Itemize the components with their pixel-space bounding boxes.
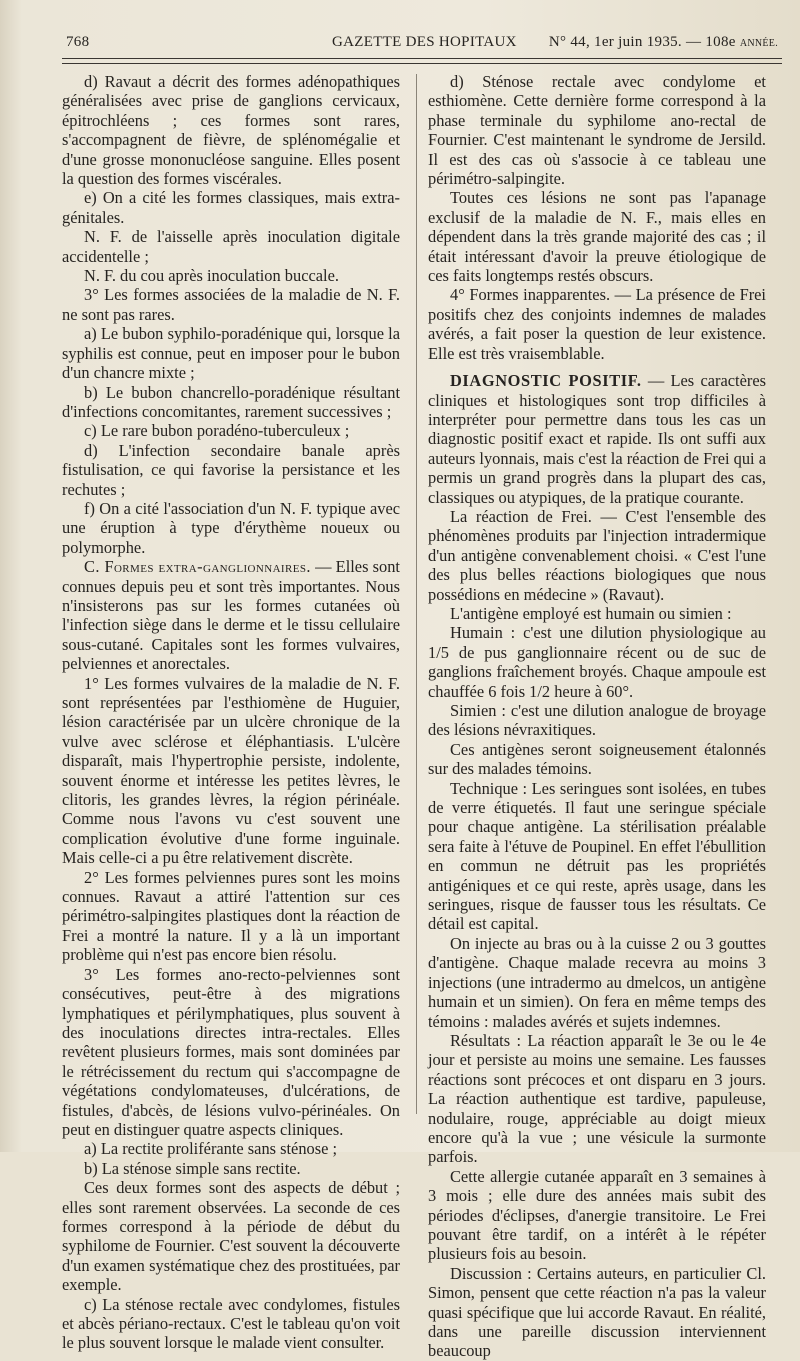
paragraph: Technique : Les seringues sont isolées, en tubes de verre étiquetés. Il faut une seringue spéciale pour chaque antigène. La stérilisation préalable sera faite à l'étuve de Poupinel. En effet l'ébullition en commun ne détruit pas les propriétés antigéniques et ce qui reste, après usage, dans les seringues, risque de fausser tous les résultats. Ce détail est capital. xyxy=(428,778,766,934)
section-heading-diagnostic: DIAGNOSTIC POSITIF. xyxy=(450,371,642,391)
paragraph: d) Ravaut a décrit des formes adénopathiques généralisées avec prise de ganglions cervicaux, épitrochléens ; ces formes sont rares, s'accompagnent de fièvre, de splénomégalie et d'une grosse mononucléose sanguine. Elles posent la question des formes viscérales. xyxy=(62,72,400,189)
paragraph: 3° Les formes ano-recto-pelviennes sont consécutives, peut-être à des migrations lymphatiques et périlymphatiques, plus souvent à des inoculations directes intra-rectales. Elles revêtent plusieurs formes, mais sont dominées par le rétrécissement du rectum qui s'accompagne de végétations condylomateuses, d'ulcérations, de fistules, d'abcès, de lésions vulvo-périnéales. On peut en distinguer quatre aspects cliniques. xyxy=(62,964,400,1139)
paragraph: f) On a cité l'association d'un N. F. typique avec une éruption à type d'érythème noueux ou polymorphe. xyxy=(62,498,400,557)
paragraph: Discussion : Certains auteurs, en particulier Cl. Simon, pensent que cette réaction n'a pas la valeur quasi spécifique que lui accorde Ravaut. En réalité, dans une pareille discussion interviennent beaucoup xyxy=(428,1263,766,1361)
paragraph: a) Le bubon syphilo-poradénique qui, lorsque la syphilis est connue, peut en imposer pour le bubon d'un chancre mixte ; xyxy=(62,324,400,383)
paragraph: a) La rectite proliférante sans sténose ; xyxy=(84,1139,338,1159)
section-c-paragraph xyxy=(62,557,400,673)
paragraph: Ces antigènes seront soigneusement étalonnés sur des malades témoins. xyxy=(428,739,766,779)
issue-number: N° 44, 1er juin 1935. — 108e xyxy=(548,34,736,50)
header-rule-thin xyxy=(62,63,782,64)
journal-title: GAZETTE DES HOPITAUX xyxy=(332,34,517,50)
paragraph: 1° Les formes vulvaires de la maladie de N. F. sont représentées par l'esthiomène de Huguier, lésion caractérisée par un ulcère chronique de la vulve avec sclérose et éléphantiasis. L'ulcère disparaît, mais l'hypertrophie persiste, indolente, souvent énorme et intéresse les petites lèvres, le clitoris, les grandes lèvres, la région périnéale. Comme nous l'avons vu c'est souvent une complication évolutive d'une forme inguinale. Mais celle-ci a pu être relativement discrète. xyxy=(62,673,400,868)
running-header xyxy=(60,30,778,56)
issue-info xyxy=(549,34,778,51)
paragraph: e) On a cité les formes classiques, mais extra-génitales. xyxy=(62,188,400,227)
paragraph: d) L'infection secondaire banale après fistulisation, ce qui favorise la persistance et les rechutes ; xyxy=(62,440,400,499)
paragraph: c) Le rare bubon poradéno-tuberculeux ; xyxy=(84,421,350,441)
paragraph: c) La sténose rectale avec condylomes, fistules et abcès périano-rectaux. C'est le tableau qu'on voit le plus souvent lorsque le malade vient consulter. xyxy=(62,1294,400,1353)
page-number: 768 xyxy=(66,34,90,50)
paragraph: d) Sténose rectale avec condylome et esthiomène. Cette dernière forme correspond à la phase terminale du syphilome ano-rectal de Fournier. C'est maintenant le syndrome de Jersild. Il est des cas où s'associe à ce tableau une périmétro-salpingite. xyxy=(428,72,766,189)
header-rule-thick xyxy=(62,58,782,59)
paragraph: 2° Les formes pelviennes pures sont les moins connues. Ravaut a attiré l'attention sur ces périmétro-salpingites plastiques dont la réaction de Frei a montré la nature. Il y a là un important problème qui n'est pas encore bien résolu. xyxy=(62,867,400,965)
paragraph: La réaction de Frei. — C'est l'ensemble des phénomènes produits par l'injection intradermique d'un antigène convenablement choisi. « C'est l'une des plus belles réactions biologiques que nous possédions en médecine » (Ravaut). xyxy=(428,506,766,604)
left-column xyxy=(62,72,400,1353)
paragraph: L'antigène employé est humain ou simien : xyxy=(450,603,732,623)
section-heading-c: C. Formes extra-ganglionnaires. xyxy=(84,557,311,577)
paragraph: Cette allergie cutanée apparaît en 3 semaines à 3 mois ; elle dure des années mais subit des périodes d'éclipses, d'anergie transitoire. Le Frei pouvant être tardif, on a intérêt à le répéter plusieurs fois au besoin. xyxy=(428,1166,766,1264)
paragraph: Simien : c'est une dilution analogue de broyage des lésions névraxitiques. xyxy=(428,701,766,740)
issue-suffix: ANNÉE. xyxy=(739,38,778,49)
diagnostic-text: — Les caractères cliniques et histologiques sont trop difficiles à interpréter pour permettre dans tous les cas un diagnostic positif exact et rapide. Ils ont suffi aux auteurs lyonnais, mais c'est la réaction de Frei qui a permis un grand progrès dans la plupart des cas, classiques ou atypiques, de la pratique courante. xyxy=(428,371,766,507)
diagnostic-paragraph xyxy=(428,371,766,507)
paragraph: 3° Les formes associées de la maladie de N. F. ne sont pas rares. xyxy=(62,285,400,324)
paragraph: Humain : c'est une dilution physiologique au 1/5 de pus ganglionnaire récent ou de suc de ganglions fraîchement broyés. Chaque ampoule est chauffée 6 fois 1/2 heure à 60°. xyxy=(428,623,766,701)
paragraph: On injecte au bras ou à la cuisse 2 ou 3 gouttes d'antigène. Chaque malade recevra au moins 3 injections (une intradermo au dmelcos, un antigène humain et un simien). On fera en même temps des témoins : malades avérés et sujets indemnes. xyxy=(428,933,766,1031)
paragraph: N. F. du cou après inoculation buccale. xyxy=(84,266,339,286)
paragraph: b) Le bubon chancrello-poradénique résultant d'infections concomitantes, rarement successives ; xyxy=(62,382,400,421)
section-c-text: — Elles sont connues depuis peu et sont très importantes. Nous n'insisterons pas sur les formes cutanées où l'infection siège dans le derme et le tissu cellulaire sous-cutané. Capitales sont les formes vulvaires, pelviennes et anorectales. xyxy=(62,557,400,674)
paragraph: N. F. de l'aisselle après inoculation digitale accidentelle ; xyxy=(62,227,400,266)
column-divider xyxy=(416,74,417,1114)
paragraph: Toutes ces lésions ne sont pas l'apanage exclusif de la maladie de N. F., mais elles en dépendent dans la très grande majorité des cas ; il était intéressant d'avoir la preuve étiologique de ces faits longtemps restés obscurs. xyxy=(428,188,766,286)
paragraph: b) La sténose simple sans rectite. xyxy=(84,1158,301,1178)
paragraph: Résultats : La réaction apparaît le 3e ou le 4e jour et persiste au moins une semaine. Les fausses réactions sont précoces et ont disparu en 3 jours. La réaction authentique est tardive, papuleuse, nodulaire, rouge, appréciable au doigt mieux encore qu'à la vue ; une vésicule la surmonte parfois. xyxy=(428,1030,766,1167)
paragraph: Ces deux formes sont des aspects de début ; elles sont rarement observées. La seconde de ces formes correspond à la période de début du syphilome de Fournier. C'est souvent la découverte d'un examen systématique chez des prostituées, par exemple. xyxy=(62,1178,400,1295)
right-column xyxy=(428,72,766,1361)
paragraph: 4° Formes inapparentes. — La présence de Frei positifs chez des conjoints indemnes de malades avérés, a fait poser la question de leur existence. Elle est très vraisemblable. xyxy=(428,285,766,363)
